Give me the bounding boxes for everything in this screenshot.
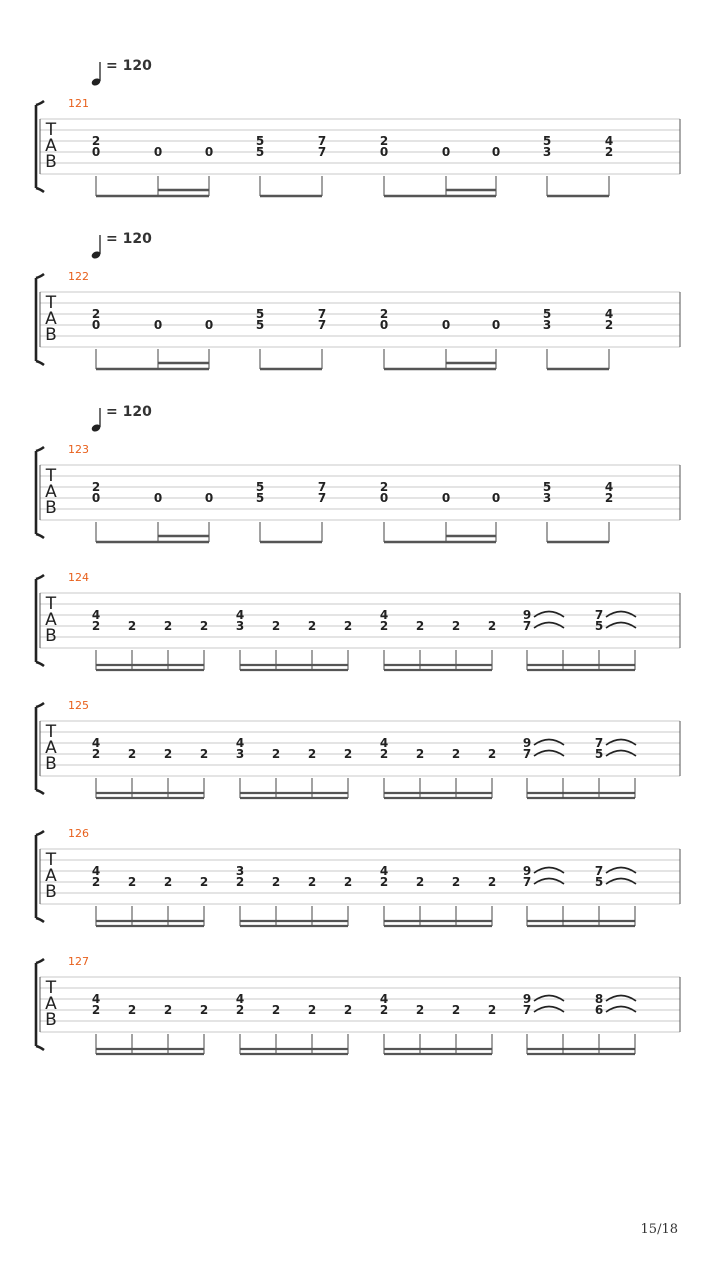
fret-number: 0 (441, 491, 451, 505)
fret-number: 7 (522, 747, 532, 761)
fret-number: 7 (317, 145, 327, 159)
tab-clef-letter: A (45, 866, 57, 886)
tie-arc (534, 751, 564, 757)
fret-number: 4 (604, 480, 614, 494)
tie-arc (534, 879, 564, 885)
fret-number: 0 (379, 145, 389, 159)
fret-number: 2 (91, 1003, 101, 1017)
fret-number: 0 (379, 318, 389, 332)
tab-clef-letter: A (45, 610, 57, 630)
fret-number: 2 (91, 480, 101, 494)
fret-number: 4 (91, 736, 101, 750)
fret-number: 3 (235, 747, 245, 761)
measure-number: 126 (68, 827, 89, 840)
tab-clef-letter: T (45, 120, 57, 140)
fret-number: 0 (153, 491, 163, 505)
fret-number: 2 (487, 747, 497, 761)
fret-number: 7 (317, 318, 327, 332)
measure-number: 124 (68, 571, 89, 584)
tie-arc (534, 996, 564, 1002)
tab-system (36, 404, 680, 542)
fret-number: 4 (91, 992, 101, 1006)
fret-number: 7 (522, 1003, 532, 1017)
tab-system (36, 58, 680, 196)
fret-number: 2 (451, 619, 461, 633)
fret-number: 2 (307, 875, 317, 889)
fret-number: 2 (127, 1003, 137, 1017)
fret-number: 2 (163, 875, 173, 889)
fret-number: 3 (235, 864, 245, 878)
fret-number: 2 (604, 491, 614, 505)
fret-number: 9 (522, 608, 532, 622)
fret-number: 5 (255, 491, 265, 505)
tie-arc (606, 868, 636, 874)
fret-number: 8 (594, 992, 604, 1006)
fret-number: 4 (235, 608, 245, 622)
fret-number: 4 (235, 992, 245, 1006)
fret-number: 4 (379, 992, 389, 1006)
tab-clef-letter: B (45, 325, 57, 345)
fret-number: 5 (255, 145, 265, 159)
fret-number: 2 (127, 619, 137, 633)
fret-number: 5 (594, 875, 604, 889)
fret-number: 9 (522, 864, 532, 878)
tie-arc (606, 879, 636, 885)
fret-number: 0 (91, 318, 101, 332)
fret-number: 2 (343, 1003, 353, 1017)
fret-number: 0 (153, 318, 163, 332)
tempo-marking: = 120 (106, 404, 152, 420)
tab-clef-letter: T (45, 466, 57, 486)
fret-number: 3 (542, 318, 552, 332)
fret-number: 2 (451, 875, 461, 889)
fret-number: 7 (594, 608, 604, 622)
fret-number: 2 (91, 747, 101, 761)
fret-number: 4 (379, 864, 389, 878)
fret-number: 4 (235, 736, 245, 750)
tab-clef-letter: A (45, 482, 57, 502)
fret-number: 2 (163, 1003, 173, 1017)
tab-clef-letter: T (45, 978, 57, 998)
tab-clef-letter: B (45, 498, 57, 518)
tie-arc (606, 612, 636, 618)
fret-number: 2 (415, 619, 425, 633)
fret-number: 2 (163, 747, 173, 761)
fret-number: 5 (255, 134, 265, 148)
fret-number: 2 (307, 619, 317, 633)
fret-number: 0 (91, 145, 101, 159)
tie-arc (606, 740, 636, 746)
tab-clef-letter: T (45, 850, 57, 870)
fret-number: 7 (522, 619, 532, 633)
fret-number: 2 (487, 619, 497, 633)
fret-number: 9 (522, 992, 532, 1006)
fret-number: 5 (255, 480, 265, 494)
fret-number: 5 (255, 318, 265, 332)
tempo-marking: = 120 (106, 231, 152, 247)
fret-number: 2 (235, 875, 245, 889)
fret-number: 4 (604, 307, 614, 321)
tab-clef-letter: B (45, 882, 57, 902)
tab-clef-letter: T (45, 293, 57, 313)
fret-number: 7 (522, 875, 532, 889)
fret-number: 2 (271, 1003, 281, 1017)
fret-number: 2 (127, 747, 137, 761)
tab-system (36, 955, 680, 1054)
fret-number: 2 (379, 619, 389, 633)
fret-number: 5 (542, 307, 552, 321)
fret-number: 0 (441, 318, 451, 332)
fret-number: 2 (199, 747, 209, 761)
fret-number: 2 (199, 619, 209, 633)
tie-arc (534, 868, 564, 874)
measure-number: 127 (68, 955, 89, 968)
fret-number: 7 (317, 491, 327, 505)
fret-number: 3 (542, 145, 552, 159)
fret-number: 2 (379, 1003, 389, 1017)
fret-number: 0 (91, 491, 101, 505)
fret-number: 2 (199, 1003, 209, 1017)
fret-number: 5 (255, 307, 265, 321)
tab-clef-letter: B (45, 626, 57, 646)
fret-number: 0 (204, 491, 214, 505)
fret-number: 2 (343, 619, 353, 633)
fret-number: 2 (379, 307, 389, 321)
fret-number: 7 (594, 864, 604, 878)
tab-clef-letter: T (45, 594, 57, 614)
tie-arc (606, 996, 636, 1002)
fret-number: 2 (415, 1003, 425, 1017)
fret-number: 2 (415, 875, 425, 889)
fret-number: 7 (594, 736, 604, 750)
fret-number: 2 (199, 875, 209, 889)
fret-number: 2 (379, 875, 389, 889)
tie-arc (534, 1007, 564, 1013)
fret-number: 2 (307, 747, 317, 761)
fret-number: 2 (379, 134, 389, 148)
fret-number: 7 (317, 134, 327, 148)
fret-number: 2 (379, 747, 389, 761)
measure-number: 121 (68, 97, 89, 110)
tab-clef-letter: A (45, 136, 57, 156)
fret-number: 2 (271, 747, 281, 761)
fret-number: 4 (379, 608, 389, 622)
fret-number: 2 (163, 619, 173, 633)
fret-number: 3 (542, 491, 552, 505)
tie-arc (534, 740, 564, 746)
fret-number: 4 (604, 134, 614, 148)
fret-number: 2 (127, 875, 137, 889)
fret-number: 2 (451, 1003, 461, 1017)
tab-system (36, 827, 680, 926)
tab-clef-letter: B (45, 754, 57, 774)
page-number: 15/18 (640, 1222, 678, 1237)
tie-arc (606, 623, 636, 629)
fret-number: 4 (91, 608, 101, 622)
fret-number: 2 (91, 134, 101, 148)
tie-arc (606, 1007, 636, 1013)
fret-number: 2 (415, 747, 425, 761)
fret-number: 5 (542, 480, 552, 494)
fret-number: 2 (343, 875, 353, 889)
tab-clef-letter: B (45, 1010, 57, 1030)
tab-system (36, 699, 680, 798)
tie-arc (606, 751, 636, 757)
fret-number: 2 (91, 875, 101, 889)
fret-number: 5 (594, 619, 604, 633)
fret-number: 0 (491, 318, 501, 332)
fret-number: 4 (91, 864, 101, 878)
fret-number: 0 (379, 491, 389, 505)
tempo-marking: = 120 (106, 58, 152, 74)
fret-number: 0 (441, 145, 451, 159)
fret-number: 2 (307, 1003, 317, 1017)
tab-clef-letter: A (45, 738, 57, 758)
tab-system (36, 231, 680, 369)
tie-arc (534, 623, 564, 629)
fret-number: 2 (379, 480, 389, 494)
fret-number: 0 (491, 491, 501, 505)
measure-number: 122 (68, 270, 89, 283)
fret-number: 7 (317, 307, 327, 321)
fret-number: 2 (451, 747, 461, 761)
fret-number: 9 (522, 736, 532, 750)
tab-clef-letter: A (45, 309, 57, 329)
fret-number: 2 (271, 619, 281, 633)
fret-number: 6 (594, 1003, 604, 1017)
fret-number: 2 (487, 1003, 497, 1017)
tab-clef-letter: A (45, 994, 57, 1014)
fret-number: 2 (91, 307, 101, 321)
tie-arc (534, 612, 564, 618)
fret-number: 7 (317, 480, 327, 494)
tab-system (36, 571, 680, 670)
fret-number: 5 (542, 134, 552, 148)
fret-number: 2 (235, 1003, 245, 1017)
fret-number: 2 (604, 145, 614, 159)
fret-number: 2 (604, 318, 614, 332)
fret-number: 2 (271, 875, 281, 889)
tab-clef-letter: B (45, 152, 57, 172)
fret-number: 5 (594, 747, 604, 761)
fret-number: 2 (487, 875, 497, 889)
fret-number: 0 (204, 318, 214, 332)
fret-number: 4 (379, 736, 389, 750)
fret-number: 2 (343, 747, 353, 761)
tab-clef-letter: T (45, 722, 57, 742)
fret-number: 2 (91, 619, 101, 633)
fret-number: 3 (235, 619, 245, 633)
fret-number: 0 (153, 145, 163, 159)
fret-number: 0 (491, 145, 501, 159)
measure-number: 125 (68, 699, 89, 712)
measure-number: 123 (68, 443, 89, 456)
fret-number: 0 (204, 145, 214, 159)
